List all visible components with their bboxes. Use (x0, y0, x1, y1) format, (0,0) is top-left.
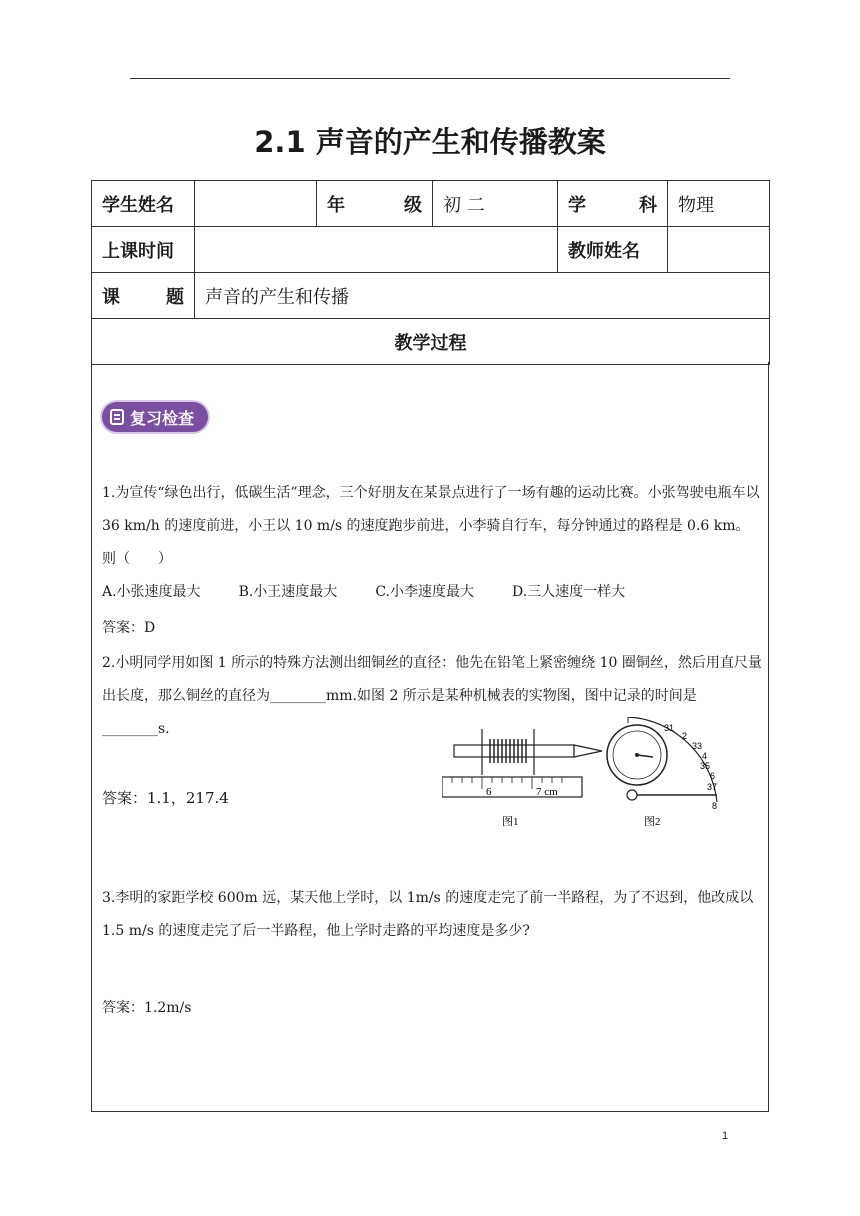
dial-33: 33 (692, 741, 703, 751)
option-d: D.三人速度一样大 (511, 584, 626, 600)
topic-label: 课 题 (92, 273, 195, 319)
teacher-label: 教师姓名 (558, 227, 668, 273)
figure-1-caption: 图1 (502, 816, 519, 828)
option-b: B.小王速度最大 (238, 584, 338, 600)
dial-8: 8 (712, 801, 718, 811)
measurement-figure (442, 717, 732, 837)
process-header: 教学过程 (92, 319, 770, 365)
question-3: 3.李明的家距学校 600m 远，某天他上学时，以 1m/s 的速度走完了前一半路程，为了不迟到，他改成以 1.5 m/s 的速度走完了后一半路程，他上学时走路的平均速度是多少? (102, 890, 754, 939)
ruler-label-7: 7 cm (536, 786, 558, 798)
question-1-options (102, 576, 762, 609)
document-icon (110, 409, 124, 425)
dial-37: 37 (707, 782, 718, 792)
student-name-label: 学生姓名 (92, 181, 195, 227)
topic-value: 声音的产生和传播 (195, 273, 770, 319)
stopwatch-diagram (607, 717, 717, 828)
dial-35: 35 (700, 761, 711, 771)
teacher-value (668, 227, 770, 273)
grade-label: 年 级 (317, 181, 433, 227)
answer-3: 答案：1.2m/s (102, 1000, 192, 1016)
class-time-value (195, 227, 558, 273)
ruler-label-6: 6 (486, 786, 492, 798)
grade-value: 初 二 (433, 181, 558, 227)
class-time-label: 上课时间 (92, 227, 195, 273)
option-a: A.小张速度最大 (102, 584, 201, 600)
subject-value: 物理 (668, 181, 770, 227)
dial-4: 4 (702, 751, 708, 761)
teaching-process-content (91, 362, 769, 1112)
dial-6: 6 (710, 771, 716, 781)
question-2: 2.小明同学用如图 1 所示的特殊方法测出细铜丝的直径：他先在铅笔上紧密缠绕 10 圈铜丝，然后用直尺量出长度，那么铜丝的直径为________mm.如图 2 所示是某种机械表的实物图，图中记录的时间是________s. (102, 655, 762, 737)
answer-2: 答案：1.1，217.4 (102, 789, 229, 807)
question-1: 1.为宣传“绿色出行，低碳生活”理念，三个好朋友在某景点进行了一场有趣的运动比赛。小张驾驶电瓶车以 36 km/h 的速度前进，小王以 10 m/s 的速度跑步前进，小李骑自行车，每分钟通过的路程是 0.6 km。则（ ） (102, 485, 760, 567)
answer-1: 答案：D (102, 620, 156, 636)
dial-31: 31 (664, 723, 675, 733)
page-number: 1 (722, 1130, 729, 1142)
ruler-wire-diagram (442, 729, 602, 828)
figure-2-caption: 图2 (644, 816, 661, 828)
review-check-badge (102, 402, 208, 432)
badge-label: 复习检查 (130, 408, 195, 428)
student-name-value (195, 181, 317, 227)
option-c: C.小李速度最大 (375, 584, 474, 600)
dial-2: 2 (682, 731, 688, 741)
info-table (91, 180, 770, 365)
subject-label: 学 科 (558, 181, 668, 227)
page-title: 2.1 声音的产生和传播教案 (254, 125, 606, 159)
header-rule (130, 78, 730, 79)
